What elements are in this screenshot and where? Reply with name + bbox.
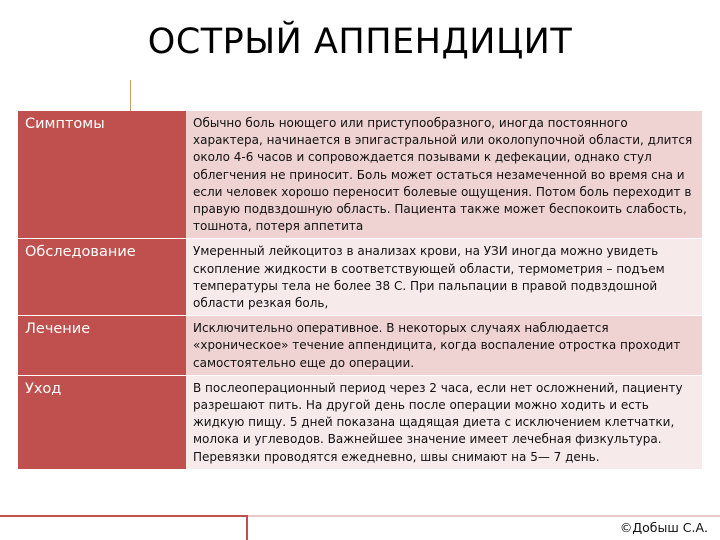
info-table — [18, 111, 702, 470]
row-label: Симптомы — [18, 111, 186, 239]
row-label: Уход — [18, 375, 186, 469]
title-divider — [130, 80, 131, 112]
row-text: Обычно боль ноющего или приступообразного, иногда постоянного характера, начинается в эпигастральной или околопупочной области, длится около 4-6 часов и сопровождается позывами к дефекации, однако стул облегчения не приносит. Боль может остаться незамеченной во время сна и если человек хорошо переносит болевые ощущения. Потом боль переходит в правую подвздошную область. Пациента также может беспокоить слабость, тошнота, потеря аппетита — [186, 111, 702, 239]
table-row-examination — [18, 239, 702, 316]
row-text: Исключительно оперативное. В некоторых случаях наблюдается «хроническое» течение аппендицита, когда воспаление отростка проходит самостоятельно еще до операции. — [186, 316, 702, 376]
table-row-care — [18, 375, 702, 469]
row-text: В послеоперационный период через 2 часа, если нет осложнений, пациенту разрешают пить. На другой день после операции можно ходить и есть жидкую пищу. 5 дней показана щадящая диета с исключением клетчатки, молока и углеводов. Важнейшее значение имеет лечебная физкультура. Перевязки проводятся ежедневно, швы снимают на 5— 7 день. — [186, 375, 702, 469]
row-text: Умеренный лейкоцитоз в анализах крови, на УЗИ иногда можно увидеть скопление жидкости в соответствующей области, термометрия – подъем температуры тела не более 38 С. При пальпации в правой подвздошной области резкая боль, — [186, 239, 702, 316]
footer-divider — [246, 515, 248, 540]
author-credit: ©Добыш С.А. — [619, 520, 708, 535]
footer-accent-line — [0, 515, 246, 517]
footer-line — [246, 515, 720, 517]
table-row-symptoms — [18, 111, 702, 239]
row-label: Обследование — [18, 239, 186, 316]
page-title: ОСТРЫЙ АППЕНДИЦИТ — [147, 22, 573, 62]
row-label: Лечение — [18, 316, 186, 376]
table-row-treatment — [18, 316, 702, 376]
